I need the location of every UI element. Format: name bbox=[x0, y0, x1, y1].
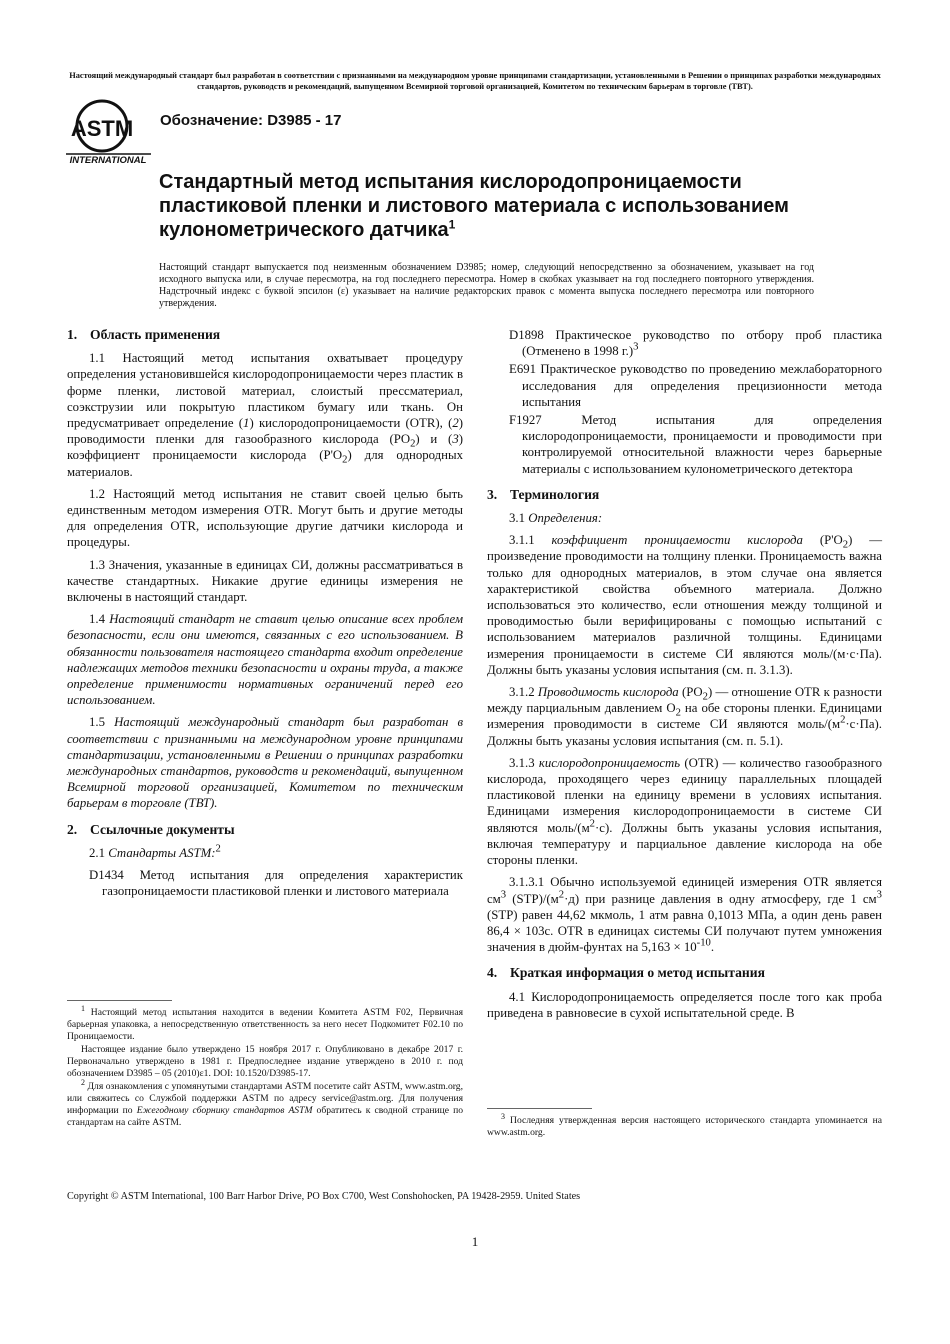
standard-designation: Обозначение: D3985 - 17 bbox=[160, 112, 342, 129]
footnote-3: $^3$ Последняя утвержденная версия настоящего исторического стандарта упоминается на www.astm.org. bbox=[487, 1111, 882, 1138]
reference-item: D1898 Практическое руководство по отбору проб пластика (Отменено в 1998 г.)$^3$ bbox=[509, 328, 882, 359]
document-title: Стандартный метод испытания кислородопроницаемости пластиковой пленки и листового материала с использованием кулонометрического датчика$^1$ bbox=[159, 171, 789, 241]
section-1-heading: 1. Область применения bbox=[67, 327, 221, 342]
svg-text:INTERNATIONAL: INTERNATIONAL bbox=[69, 155, 147, 166]
reference-item: D1434 Метод испытания для определения характеристик газопроницаемости пластиковой пленки и листового материала bbox=[89, 868, 463, 899]
footnote-1: $^1$ Настоящий метод испытания находится в ведении Комитета ASTM F02, Первичная барьерная упаковка, а непосредственную ответственность за него несет Подкомитет F02.10 по Проницаемости. bbox=[67, 1003, 463, 1042]
copyright-line: Copyright © ASTM International, 100 Barr Harbor Drive, PO Box C700, West Conshohocken, PA 19428-2959. United States bbox=[67, 1191, 581, 1202]
section-3-heading: 3. Терминология bbox=[487, 486, 600, 502]
left-column bbox=[67, 327, 463, 902]
paragraph-1-4: 1.4 Настоящий стандарт не ставит целью описание всех проблем безопасности, если они имеются, связанных с его использованием. В обязанности пользователя настоящего стандарта входит определение надлежащих методов техники безопасности и охраны труда, а также определение применимости нормативных ограничений перед его использованием. bbox=[67, 612, 463, 708]
right-footnotes bbox=[487, 1111, 882, 1139]
paragraph-3-1: 3.1 Определения: bbox=[509, 511, 603, 526]
reference-item: F1927 Метод испытания для определения кислородопроницаемости, проницаемости и проводимости при контролируемой относительной влажности через барьерные материалы с использованием кулонометрического детектора bbox=[509, 413, 883, 476]
paragraph-3-1-3: 3.1.3 кислородопроницаемость (OTR) — количество газообразного кислорода, проходящего через единицу параллельных площадей пластиковой пленки на единицу времени в условиях испытания. Единицами измерения кислородопроницаемости в системе СИ являются моль/$(м^2\cdot с)$. Должны быть указаны условия испытания, включая температуру и парциальное давление кислорода на обе стороны пленки. bbox=[487, 755, 883, 868]
reference-item: E691 Практическое руководство по проведению межлабораторного исследования для определения прецизионности метода испытания bbox=[509, 362, 882, 409]
footnote-divider bbox=[487, 1108, 592, 1109]
paragraph-1-3: 1.3 Значения, указанные в единицах СИ, должны рассматриваться в качестве стандартных. Никакие другие единицы измерения не включены в настоящий стандарт. bbox=[67, 557, 463, 605]
paragraph-4-1: 4.1 Кислородопроницаемость определяется после того как проба приведена в равновесие в сухой испытательной среде. В bbox=[487, 989, 882, 1020]
page-number: 1 bbox=[471, 1234, 479, 1249]
footnote-1-approval: Настоящее издание было утверждено 15 ноября 2017 г. Опубликовано в декабре 2017 г. Первоначально утверждено в 1981 г. Предпоследнее издание утверждено в 2010 г. под обозначением D3985 – 05 (2010)ε1. DOI: 10.1520/D3985-17. bbox=[67, 1044, 463, 1079]
section-4-heading: 4. Краткая информация о метод испытания bbox=[487, 965, 765, 981]
section-2-heading: 2. Ссылочные документы bbox=[67, 821, 235, 837]
international-standard-notice: Настоящий международный стандарт был разработан в соответствии с признанными на международном уровне принципами стандартизации, установленными в Решении о принципах разработки международных стандартов, руководств и рекомендаций, выпущенном Всемирной торговой организацией, Комитетом по техническим барьерам в торговле (ТВТ). bbox=[69, 71, 881, 91]
paragraph-3-1-2: 3.1.2 Проводимость кислорода $(PO_2)$ — отношение OTR к разности между парциальным давлением $O_2$ на обе стороны пленки. Единицами измерения проводимости в системе СИ являются моль/$(м^2\cdot с\cdot Па)$. Должны быть указаны условия испытания (см. п. 5.1). bbox=[487, 685, 883, 748]
footnote-divider bbox=[67, 1000, 172, 1001]
paragraph-2-1: 2.1 Стандарты ASTM:$^2$ bbox=[89, 843, 221, 860]
right-column bbox=[487, 327, 882, 1027]
astm-logo bbox=[66, 98, 154, 166]
paragraph-1-1: 1.1 Настоящий метод испытания охватывает процедуру определения установившейся кислородопроницаемости через пластик в форме пленки, листовой материал, слоистый прессматериал, соэкструзии или покрытую пластиком бумагу или ткань. Он предусматривает определение (1) кислородопроницаемости (OTR), (2) проводимости пленки для газообразного кислорода $(PO_2)$ и (3) коэффициент проницаемости кислорода $(P'O_2)$ для однородных материалов. bbox=[67, 351, 463, 479]
paragraph-3-1-3-1: 3.1.3.1 Обычно используемой единицей измерения OTR является $см^3$ $(STP)/(м^2\cdot д)$ при разнице давления в одну атмосферу, где 1 $см^3$ (STP) равен 44,62 мкмоль, 1 атм равна 0,1013 МПа, а один день равен 86,4 × 103с. OTR в единицах системы СИ получают путем умножения значения в дюйм-фунтах на $5,163 \times 10^{-10}$. bbox=[487, 875, 882, 955]
issue-note: Настоящий стандарт выпускается под неизменным обозначением D3985; номер, следующий непосредственно за обозначением, указывает на год исходного выпуска или, в случае пересмотра, на год последнего пересмотра. Номер в скобках указывает на год последнего повторного утверждения. Надстрочный индекс с буквой эпсилон (ε) указывает на наличие редакторских правок с момента выпуска последнего пересмотра или повторного утверждения. bbox=[159, 262, 814, 309]
paragraph-1-5: 1.5 Настоящий международный стандарт был разработан в соответствии с признанными на международном уровне принципами стандартизации, установленными в Решении о принципах разработки международных стандартов, руководств и рекомендаций, выпущенном Всемирной торговой организацией, Комитетом по техническим барьерам в торговле (ТВТ). bbox=[67, 715, 464, 811]
svg-text:ASTM: ASTM bbox=[70, 116, 134, 141]
paragraph-1-2: 1.2 Настоящий метод испытания не ставит своей целью быть единственным методом измерения OTR. Могут быть и другие методы для определения OTR, использующие другие датчики кислорода и процедуры. bbox=[67, 486, 463, 550]
footnote-2: $^2$ Для ознакомления с упомянутыми стандартами ASTM посетите сайт ASTM, www.astm.org, или свяжитесь со Службой поддержки ASTM по адресу service@astm.org. Для получения информации по Ежегодному сборнику стандартов ASTM обратитесь к сводной странице по стандартам на сайте ASTM. bbox=[67, 1077, 463, 1128]
paragraph-3-1-1: 3.1.1 коэффициент проницаемости кислорода $(P'O_2)$ — произведение проводимости на толщину пленки. Проницаемость важна только для однородных материалов, в этом случае она является характеристикой свойства объемного материала. Должно использоваться это количество, если отношения между толщиной и проводимостью были верифицированы с помощью испытаний с использованием материалов различной толщины. Единицами измерения проницаемости в системе СИ являются моль/(м·с·Па). Должны быть указаны условия испытания (см. п. 3.1.3). bbox=[487, 533, 883, 677]
left-footnotes bbox=[67, 1003, 463, 1130]
